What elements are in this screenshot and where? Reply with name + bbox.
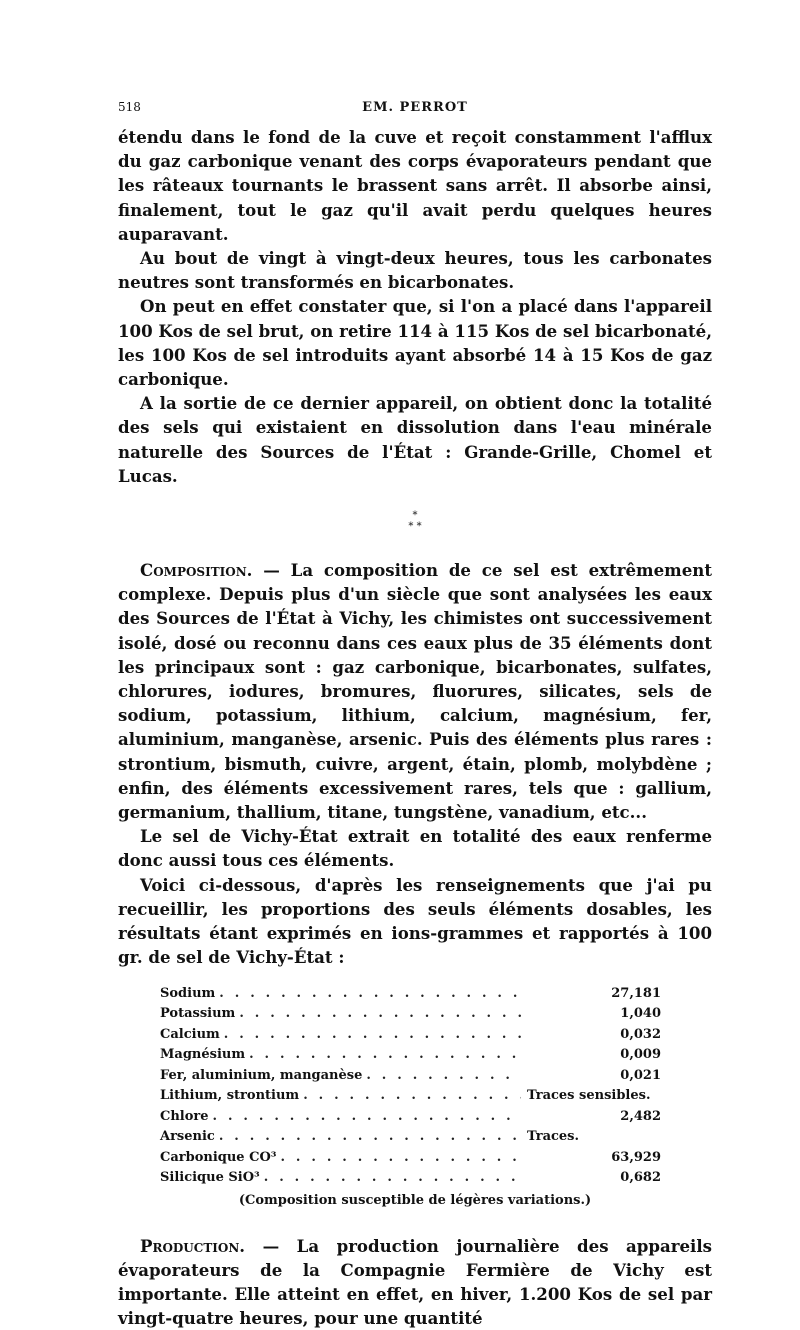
separator-stars: * *	[118, 521, 712, 532]
leader-dots	[209, 1107, 521, 1128]
table-row	[160, 984, 665, 1005]
composition-paragraph	[118, 558, 712, 824]
leader-dots	[220, 1025, 521, 1046]
page-number: 518	[118, 100, 141, 114]
table-row	[160, 1148, 665, 1169]
element-value: 1,040	[521, 1004, 665, 1025]
production-text: — La production journalière des appareils évaporateurs de la Compagnie Fermière de Vichy est importante. Elle atteint en effet, en hiver, 1.200 Kos de sel par vingt-quatre heures, pour une quantité	[118, 1236, 712, 1329]
element-name: Potassium	[160, 1004, 235, 1025]
element-name: Arsenic	[160, 1127, 215, 1148]
element-name: Lithium, strontium	[160, 1086, 299, 1107]
running-header	[118, 100, 712, 125]
element-name: Fer, aluminium, manganèse	[160, 1066, 362, 1087]
section-separator	[118, 510, 712, 532]
running-title: EM. PERROT	[118, 100, 712, 115]
element-name: Silicique SiO³	[160, 1168, 260, 1189]
paragraph: Voici ci-dessous, d'après les renseignements que j'ai pu recueillir, les proportions des seuls éléments dosables, les résultats étant exprimés en ions-grammes et rapportés à 100 gr. de sel de Vichy-État :	[118, 873, 712, 970]
section-heading: Composition.	[140, 560, 252, 580]
element-value: Traces sensibles.	[521, 1086, 665, 1107]
composition-text: — La composition de ce sel est extrêmement complexe. Depuis plus d'un siècle que sont analysées les eaux des Sources de l'État à Vichy, les chimistes ont successivement isolé, dosé ou reconnu dans ces eaux plus de 35 éléments dont les principaux sont : gaz carbonique, bicarbonates, sulfates, chlorures, iodures, bromures, fluorures, silicates, sels de sodium, potassium, lithium, calcium, magnésium, fer, aluminium, manganèse, arsenic. Puis des éléments plus rares : strontium, bismuth, cuivre, argent, étain, plomb, molybdène ; enfin, des éléments excessivement rares, tels que : gallium, germanium, thallium, titane, tungstène, vanadium, etc...	[118, 560, 712, 822]
table-row	[160, 1107, 665, 1128]
paragraph: A la sortie de ce dernier appareil, on obtient donc la totalité des sels qui existaient en dissolution dans l'eau minérale naturelle des Sources de l'État : Grande-Grille, Chomel et Lucas.	[118, 391, 712, 488]
element-value: 0,009	[521, 1045, 665, 1066]
table-row	[160, 1045, 665, 1066]
page	[118, 100, 712, 1330]
paragraph: Le sel de Vichy-État extrait en totalité des eaux renferme donc aussi tous ces éléments.	[118, 824, 712, 872]
element-value: 0,032	[521, 1025, 665, 1046]
table-row	[160, 1004, 665, 1025]
leader-dots	[260, 1168, 521, 1189]
element-name: Magnésium	[160, 1045, 245, 1066]
element-value: 63,929	[521, 1148, 665, 1169]
element-value: 0,021	[521, 1066, 665, 1087]
paragraph: étendu dans le fond de la cuve et reçoit constamment l'afflux du gaz carbonique venant des corps évaporateurs pendant que les râteaux tournants le brassent sans arrêt. Il absorbe ainsi, finalement, tout le gaz qu'il avait perdu quelques heures auparavant.	[118, 125, 712, 246]
leader-dots	[215, 984, 521, 1005]
table-note: (Composition susceptible de légères variations.)	[118, 1193, 712, 1208]
table-row	[160, 1168, 665, 1189]
leader-dots	[245, 1045, 521, 1066]
production-paragraph	[118, 1234, 712, 1330]
element-value: 27,181	[521, 984, 665, 1005]
element-name: Calcium	[160, 1025, 220, 1046]
element-name: Sodium	[160, 984, 215, 1005]
leader-dots	[299, 1086, 521, 1107]
element-name: Carbonique CO³	[160, 1148, 276, 1169]
table-row	[160, 1025, 665, 1046]
table-row	[160, 1086, 665, 1107]
table-row	[160, 1127, 665, 1148]
paragraph: Au bout de vingt à vingt-deux heures, tous les carbonates neutres sont transformés en bicarbonates.	[118, 246, 712, 294]
element-value: 0,682	[521, 1168, 665, 1189]
table-row	[160, 1066, 665, 1087]
element-value: Traces.	[521, 1127, 665, 1148]
leader-dots	[215, 1127, 521, 1148]
leader-dots	[362, 1066, 521, 1087]
composition-table	[160, 984, 665, 1189]
leader-dots	[235, 1004, 521, 1025]
element-name: Chlore	[160, 1107, 209, 1128]
leader-dots	[276, 1148, 521, 1169]
section-heading: Production.	[140, 1236, 245, 1256]
paragraph: On peut en effet constater que, si l'on a placé dans l'appareil 100 Kos de sel brut, on retire 114 à 115 Kos de sel bicarbonaté, les 100 Kos de sel introduits ayant absorbé 14 à 15 Kos de gaz carbonique.	[118, 294, 712, 391]
separator-star: *	[118, 510, 712, 521]
element-value: 2,482	[521, 1107, 665, 1128]
